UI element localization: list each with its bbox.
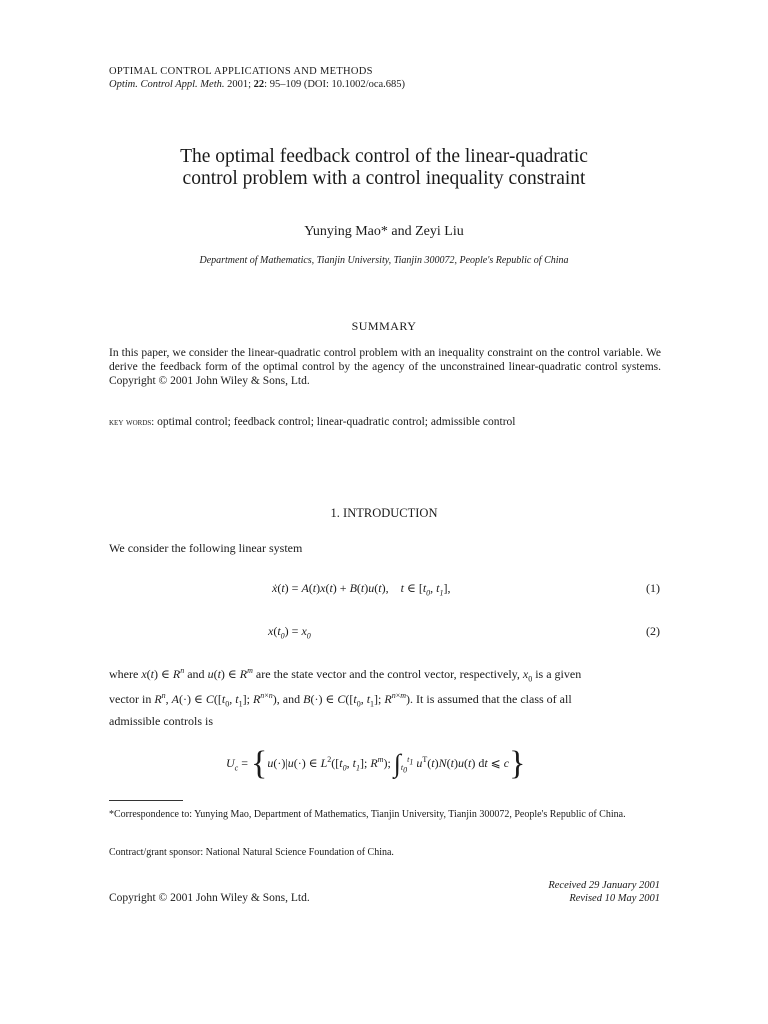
- revised-date: Revised 10 May 2001: [569, 893, 660, 904]
- equation-1: ẋ(t) = A(t)x(t) + B(t)u(t), t ∈ [$t_0$, $t_1$],: [272, 581, 451, 598]
- paragraph-line-1: where x(t) ∈ $R^n$ and u(t) ∈ $R^m$ are the state vector and the control vector, respectively, $x_0$ is a given: [109, 666, 582, 684]
- citation-volume: 22: [253, 79, 265, 90]
- copyright: Copyright © 2001 John Wiley & Sons, Ltd.: [109, 892, 310, 904]
- journal-name: OPTIMAL CONTROL APPLICATIONS AND METHODS: [109, 66, 373, 77]
- equation-admissible-set: $U_c = \{u(\cdot)|u(\cdot)$ ∈ $L^2([t_0$, $t_1$]; $R^m$); $\int_{t_0}^{t_1}$ $u^T(t)N(t)u(t)$ dt ⩽ c}: [226, 745, 526, 782]
- footnote-correspondence: *Correspondence to: Yunying Mao, Department of Mathematics, Tianjin University, Tianjin 300072, People's Republic of China.: [109, 809, 626, 820]
- footnote-divider: [109, 800, 183, 801]
- summary-heading: SUMMARY: [351, 319, 417, 333]
- citation-pages: : 95–109 (DOI: 10.1002/oca.685): [264, 79, 406, 90]
- title-line-2: control problem with a control inequality constraint: [182, 168, 586, 189]
- paragraph-line-2: vector in $R^n$, A(·) ∈ $C([t_0$, $t_1$]; $R^{n\times n}$), and B(·) ∈ $C([t_0$, $t_1$]; $R^{n\times m}$). It is assumed that the class of all: [109, 691, 572, 709]
- section-heading: 1. INTRODUCTION: [330, 506, 438, 520]
- paragraph-state-vector: [109, 662, 661, 730]
- received-dates: [548, 879, 660, 905]
- paragraph-line-3: admissible controls is: [109, 713, 213, 728]
- equation-2: $x(t_0) = x_0$: [268, 624, 311, 641]
- affiliation: Department of Mathematics, Tianjin University, Tianjin 300072, People's Republic of China: [199, 255, 569, 266]
- paper-title: [100, 146, 668, 190]
- authors: Yunying Mao* and Zeyi Liu: [304, 224, 464, 239]
- intro-sentence: We consider the following linear system: [109, 541, 303, 555]
- received-date: Received 29 January 2001: [548, 880, 660, 891]
- footnote-sponsor: Contract/grant sponsor: National Natural Science Foundation of China.: [109, 847, 394, 858]
- keywords-text: optimal control; feedback control; linear-quadratic control; admissible control: [157, 416, 516, 428]
- title-line-1: The optimal feedback control of the linear-quadratic: [180, 146, 588, 167]
- summary-text: In this paper, we consider the linear-quadratic control problem with an inequality constraint on the control variable. We derive the feedback form of the optimal control by the agency of the unconstrained linear-quadratic control systems. Copyright © 2001 John Wiley & Sons, Ltd.: [109, 347, 661, 387]
- equation-2-label: (2): [646, 624, 660, 638]
- keywords-label: key words:: [109, 417, 155, 428]
- citation-journal: Optim. Control Appl. Meth.: [109, 79, 225, 90]
- equation-1-label: (1): [646, 581, 660, 595]
- citation-year: 2001;: [227, 79, 252, 90]
- keywords: [109, 416, 661, 428]
- citation-line: [109, 79, 405, 90]
